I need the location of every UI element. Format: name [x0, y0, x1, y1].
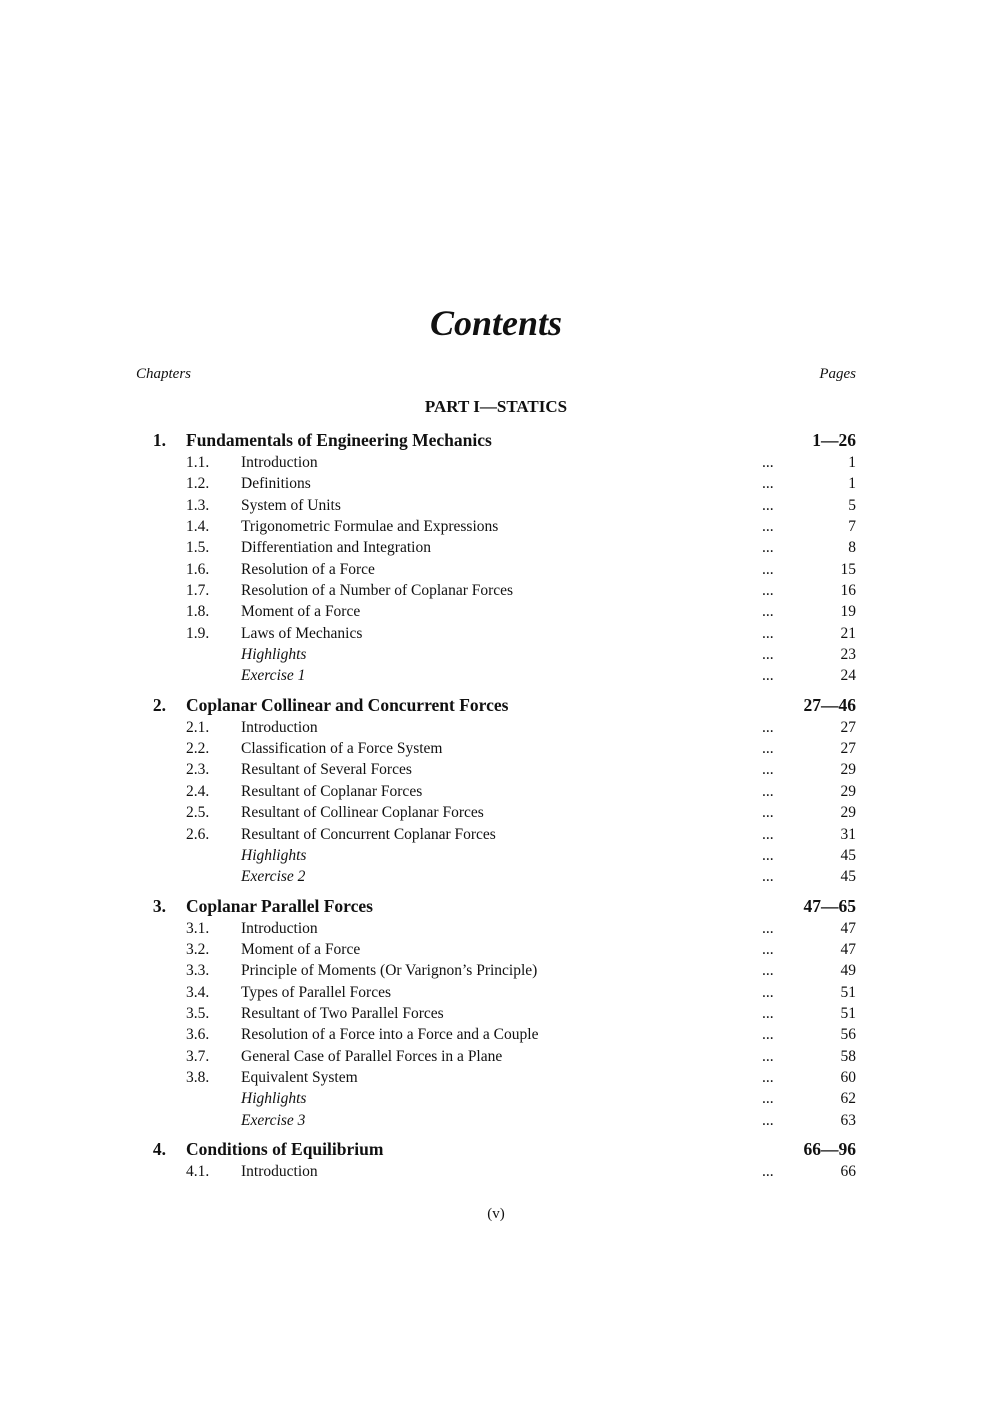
- section-row[interactable]: [0, 918, 992, 939]
- section-number: 2.3.: [186, 761, 210, 779]
- section-row[interactable]: [0, 623, 992, 644]
- section-row[interactable]: [0, 982, 992, 1003]
- dot-leader: ...: [762, 646, 774, 664]
- dot-leader: ...: [762, 1047, 774, 1065]
- section-page: 16: [840, 582, 856, 600]
- chapter-row[interactable]: [0, 894, 992, 918]
- section-row[interactable]: [0, 781, 992, 802]
- section-page: 66: [840, 1162, 856, 1180]
- dot-leader: ...: [762, 475, 774, 493]
- dot-leader: ...: [762, 667, 774, 685]
- section-page: 19: [840, 603, 856, 621]
- dot-leader: ...: [762, 582, 774, 600]
- section-row[interactable]: [0, 802, 992, 823]
- section-title: Classification of a Force System: [241, 740, 443, 758]
- section-page: 23: [840, 646, 856, 664]
- page-title: Contents: [429, 303, 563, 343]
- dot-leader: ...: [762, 740, 774, 758]
- section-row[interactable]: [0, 1110, 992, 1131]
- section-row[interactable]: [0, 845, 992, 866]
- section-page: 62: [840, 1090, 856, 1108]
- section-page: 15: [840, 560, 856, 578]
- dot-leader: ...: [762, 1111, 774, 1129]
- dot-leader: ...: [762, 603, 774, 621]
- section-row[interactable]: [0, 866, 992, 887]
- pages-column-label: Pages: [819, 366, 856, 382]
- section-page: 47: [840, 940, 856, 958]
- section-number: 2.2.: [186, 740, 210, 758]
- section-number: 4.1.: [186, 1162, 210, 1180]
- dot-leader: ...: [762, 940, 774, 958]
- section-page: 21: [840, 624, 856, 642]
- section-title: Moment of a Force: [241, 603, 361, 621]
- dot-leader: ...: [762, 496, 774, 514]
- section-page: 56: [840, 1026, 856, 1044]
- section-title: Principle of Moments (Or Varignon’s Principle): [241, 962, 538, 980]
- section-page: 51: [840, 1004, 856, 1022]
- section-row[interactable]: [0, 939, 992, 960]
- dot-leader: ...: [762, 560, 774, 578]
- section-number: 3.4.: [186, 983, 210, 1001]
- section-page: 8: [848, 539, 856, 557]
- section-title: Equivalent System: [241, 1068, 358, 1086]
- section-number: 1.6.: [186, 560, 210, 578]
- chapter-number: 1.: [152, 430, 166, 450]
- section-title: Resultant of Several Forces: [241, 761, 412, 779]
- section-title: Resolution of a Force into a Force and a Couple: [241, 1026, 539, 1044]
- section-title: Introduction: [241, 718, 318, 736]
- section-row[interactable]: [0, 644, 992, 665]
- section-row[interactable]: [0, 601, 992, 622]
- section-page: 58: [840, 1047, 856, 1065]
- chapter-row[interactable]: [0, 1137, 992, 1161]
- section-title: Laws of Mechanics: [241, 624, 363, 642]
- chapter-pages: 47—65: [803, 895, 856, 916]
- chapter-pages: 27—46: [803, 694, 856, 715]
- chapter-number: 4.: [152, 1138, 166, 1159]
- part-heading: PART I—STATICS: [424, 397, 568, 416]
- section-title: Moment of a Force: [241, 940, 361, 958]
- section-title: Exercise 2: [241, 868, 306, 886]
- section-title: Resultant of Collinear Coplanar Forces: [241, 804, 484, 822]
- section-row[interactable]: [0, 738, 992, 759]
- section-number: 3.8.: [186, 1068, 210, 1086]
- dot-leader: ...: [762, 804, 774, 822]
- section-number: 1.5.: [186, 539, 210, 557]
- section-page: 63: [840, 1111, 856, 1129]
- dot-leader: ...: [762, 1068, 774, 1086]
- dot-leader: ...: [762, 846, 774, 864]
- section-title: Introduction: [241, 454, 318, 471]
- section-title: Introduction: [241, 1162, 318, 1180]
- chapter-title: Conditions of Equilibrium: [186, 1138, 384, 1159]
- dot-leader: ...: [762, 1162, 774, 1180]
- dot-leader: ...: [762, 962, 774, 980]
- section-row[interactable]: [0, 960, 992, 981]
- section-title: Highlights: [241, 646, 307, 664]
- section-page: 29: [840, 804, 856, 822]
- section-number: 1.8.: [186, 603, 210, 621]
- section-number: 3.1.: [186, 919, 210, 937]
- section-number: 3.2.: [186, 940, 210, 958]
- section-page: 27: [840, 740, 856, 758]
- section-title: Resolution of a Force: [241, 560, 375, 578]
- chapter-pages: 1—26: [812, 430, 856, 450]
- section-number: 2.6.: [186, 825, 210, 843]
- section-number: 1.4.: [186, 518, 210, 536]
- dot-leader: ...: [762, 919, 774, 937]
- section-number: 1.1.: [186, 454, 210, 471]
- section-row[interactable]: [0, 1088, 992, 1109]
- page-number: (v): [487, 1206, 505, 1222]
- dot-leader: ...: [762, 761, 774, 779]
- section-row[interactable]: [0, 759, 992, 780]
- section-row[interactable]: [0, 1046, 992, 1067]
- section-number: 1.3.: [186, 496, 210, 514]
- section-number: 1.7.: [186, 582, 210, 600]
- chapter-number: 3.: [152, 895, 166, 916]
- section-title: Resolution of a Number of Coplanar Forces: [241, 582, 514, 600]
- section-row[interactable]: [0, 580, 992, 601]
- dot-leader: ...: [762, 518, 774, 536]
- section-row[interactable]: [0, 824, 992, 845]
- section-number: 3.6.: [186, 1026, 210, 1044]
- dot-leader: ...: [762, 825, 774, 843]
- table-of-contents: [0, 428, 992, 1182]
- section-page: 49: [840, 962, 856, 980]
- section-title: Resultant of Concurrent Coplanar Forces: [241, 825, 496, 843]
- section-title: Differentiation and Integration: [241, 539, 431, 557]
- chapter-number: 2.: [152, 694, 166, 715]
- dot-leader: ...: [762, 718, 774, 736]
- chapter-title: Coplanar Collinear and Concurrent Forces: [186, 694, 509, 715]
- chapter-title: Coplanar Parallel Forces: [186, 895, 373, 916]
- section-number: 3.5.: [186, 1004, 210, 1022]
- dot-leader: ...: [762, 624, 774, 642]
- dot-leader: ...: [762, 454, 774, 471]
- section-page: 60: [840, 1068, 856, 1086]
- section-title: Exercise 3: [241, 1111, 306, 1129]
- section-row[interactable]: [0, 537, 992, 558]
- section-row[interactable]: [0, 473, 992, 494]
- section-number: 3.7.: [186, 1047, 210, 1065]
- section-page: 29: [840, 782, 856, 800]
- section-title: Resultant of Coplanar Forces: [241, 782, 423, 800]
- dot-leader: ...: [762, 983, 774, 1001]
- dot-leader: ...: [762, 868, 774, 886]
- section-row[interactable]: [0, 559, 992, 580]
- section-title: Types of Parallel Forces: [241, 983, 391, 1001]
- dot-leader: ...: [762, 539, 774, 557]
- chapter-pages: 66—96: [803, 1138, 856, 1159]
- section-page: 29: [840, 761, 856, 779]
- section-row[interactable]: [0, 1024, 992, 1045]
- section-row[interactable]: [0, 452, 992, 473]
- section-title: Resultant of Two Parallel Forces: [241, 1004, 444, 1022]
- section-title: Definitions: [241, 475, 311, 493]
- section-number: 2.1.: [186, 718, 210, 736]
- section-page: 31: [840, 825, 856, 843]
- section-page: 45: [840, 846, 856, 864]
- section-title: Trigonometric Formulae and Expressions: [241, 518, 499, 536]
- section-row[interactable]: [0, 1067, 992, 1088]
- section-number: 3.3.: [186, 962, 210, 980]
- chapter-row[interactable]: [0, 693, 992, 717]
- section-number: 2.4.: [186, 782, 210, 800]
- section-row[interactable]: [0, 495, 992, 516]
- chapters-column-label: Chapters: [136, 366, 192, 382]
- section-row[interactable]: [0, 717, 992, 738]
- section-row[interactable]: [0, 665, 992, 686]
- section-number: 1.9.: [186, 624, 210, 642]
- section-title: Highlights: [241, 1090, 307, 1108]
- section-title: General Case of Parallel Forces in a Plane: [241, 1047, 503, 1065]
- section-row[interactable]: [0, 516, 992, 537]
- section-page: 27: [840, 718, 856, 736]
- section-title: System of Units: [241, 496, 341, 514]
- dot-leader: ...: [762, 1090, 774, 1108]
- section-number: 2.5.: [186, 804, 210, 822]
- section-page: 5: [848, 496, 856, 514]
- section-page: 24: [840, 667, 856, 685]
- chapter-row[interactable]: [0, 428, 992, 452]
- section-number: 1.2.: [186, 475, 210, 493]
- section-title: Introduction: [241, 919, 318, 937]
- section-title: Exercise 1: [241, 667, 306, 685]
- chapter-title: Fundamentals of Engineering Mechanics: [186, 430, 492, 450]
- section-page: 51: [840, 983, 856, 1001]
- section-row[interactable]: [0, 1161, 992, 1182]
- dot-leader: ...: [762, 1026, 774, 1044]
- section-page: 47: [840, 919, 856, 937]
- section-page: 1: [848, 475, 856, 493]
- section-title: Highlights: [241, 846, 307, 864]
- section-page: 1: [848, 454, 856, 471]
- section-row[interactable]: [0, 1003, 992, 1024]
- dot-leader: ...: [762, 1004, 774, 1022]
- section-page: 45: [840, 868, 856, 886]
- section-page: 7: [848, 518, 856, 536]
- dot-leader: ...: [762, 782, 774, 800]
